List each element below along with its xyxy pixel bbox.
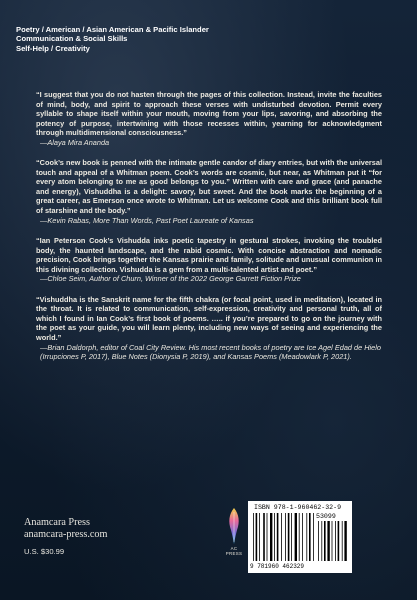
category-line: Communication & Social Skills [16, 34, 128, 44]
endorsement-quote: “I suggest that you do not hasten through the pages of this collection. Instead, invite the faculties of mind, body, and spirit to approach these verses with undisturbed devotion. Permit every syllable to shape itself within your mouth, moving from your lips, savoring, and absorbing the potency of purpose, intertwining with those recesses within, yearning for acknowledgment through multidimensional consciousness.” [36, 90, 382, 138]
category-line: Poetry / American / Asian American & Pacific Islander [16, 25, 209, 34]
endorsements [36, 90, 382, 373]
endorsement-attribution: —Chloe Seim, Author of Churn, Winner of the 2022 George Garrett Fiction Prize [40, 274, 301, 284]
publisher-logo [223, 506, 245, 570]
feather-logo-icon [223, 506, 245, 546]
isbn-number: ISBN 978-1-960462-32-9 [254, 504, 342, 511]
endorsement-attribution: —Brian Daldorph, editor of Coal City Review. His most recent books of poetry are Ice Agel Edad de Hielo (Irrupciones P, 2017), Blue Notes (Dionysia P, 2019), and Kansas Poems (Meadowlark P, 2021). [40, 342, 381, 362]
price-addon-number: 53099 [316, 513, 336, 520]
barcode-digits: 9 781960 462329 [250, 563, 305, 570]
endorsement-quote: “Ian Peterson Cook’s Vishudda inks poetic tapestry in gestural strokes, invoking the troubled body, the haunted landscape, and the rabid cosmic. With concise abstraction and nomadic precision, Cook brings together the Kansas prairie and family, solitude and unusual communion in this divining collection. Vishudda is a gem from a multi-talented artist and poet.” [36, 236, 382, 274]
logo-lettering [223, 546, 245, 556]
category-line: Self-Help / Creativity [16, 43, 90, 53]
publisher-name: Anamcara Press [24, 517, 90, 528]
endorsement-attribution: —Kevin Rabas, More Than Words, Past Poet Laureate of Kansas [40, 215, 254, 225]
barcode-label [248, 501, 352, 573]
logo-text: AC [230, 546, 238, 551]
publisher-url: anamcara-press.com [24, 529, 108, 540]
endorsement [36, 90, 382, 147]
endorsement-quote: “Vishuddha is the Sanskrit name for the fifth chakra (or focal point, used in meditation), located in the throat. It is related to communication, self-expression, creativity and personal truth, all of which I found in Ian Cook’s first book of poems. ….. if you’re prepared to go on the journey with the poet as your guide, you will learn plenty, including new ways of seeing and experiencing the world.” [36, 294, 382, 343]
endorsement-attribution: —Alaya Mira Ananda [40, 137, 110, 147]
category-list [16, 25, 396, 53]
endorsement [36, 295, 382, 362]
price: U.S. $30.99 [24, 547, 65, 556]
endorsement [36, 236, 382, 284]
logo-text: PRESS [225, 551, 243, 557]
endorsement [36, 158, 382, 225]
endorsement-quote: “Cook’s new book is penned with the intimate gentle candor of diary entries, but with the universal touch and appeal of a Whitman poem. Cook’s words are cosmic, but near, as Whitman put it “for every atom belonging to me as good belongs to you.” Written with care and grace (and panache and energy), Vishuddha is a delight: savory, but sweet. And the book marks the beginning of a great career, as Emerson once wrote to Whitman. Let us welcome Cook and this brilliant book full of starshine and the body.” [36, 158, 382, 216]
